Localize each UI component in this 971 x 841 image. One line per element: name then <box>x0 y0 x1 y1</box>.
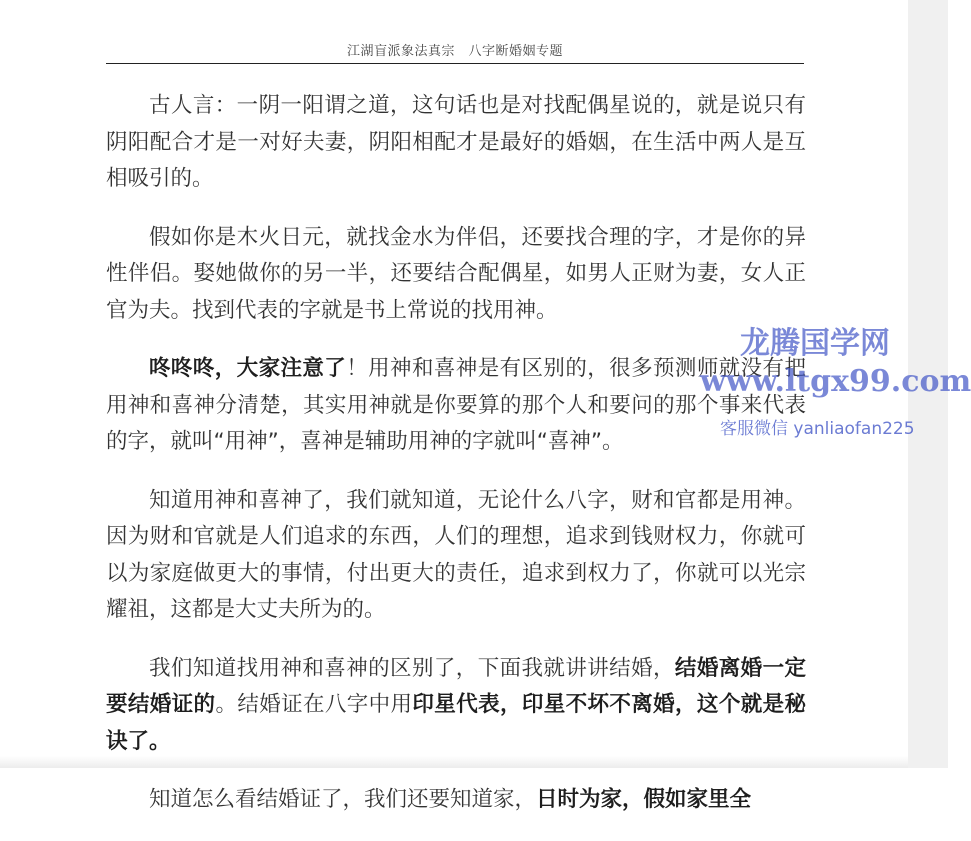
watermark-site-name: 龙腾国学网 <box>740 326 890 361</box>
paragraph <box>106 88 806 198</box>
text-run: 知道怎么看结婚证了，我们还要知道家， <box>149 787 537 812</box>
text-run: 知道用神和喜神了，我们就知道，无论什么八字，财和官都是用神。因为财和官就是人们追求的东西，人们的理想，追求到钱财权力，你就可以为家庭做更大的事情，付出更大的责任，追求到权力了，你就可以光宗耀祖，这都是大丈夫所为的。 <box>106 487 806 622</box>
bold-text-run: 日时为家，假如家里全 <box>536 787 752 812</box>
paragraph <box>106 220 806 330</box>
article-body <box>106 88 806 841</box>
watermark-contact: 客服微信 yanliaofan225 <box>720 419 915 439</box>
text-run: 。结婚证在八字中用 <box>215 692 413 717</box>
header-rule-divider <box>106 63 804 64</box>
text-run: ！用神和喜神是有区别的，很多预测师就没有把用神和喜神分清楚，其实用神就是你要算的那个人和要问的那个事来代表的字，就叫“用神”，喜神是辅助用神的字就叫“喜神”。 <box>106 356 806 454</box>
watermark-url: www.ltgx99.com <box>700 364 971 399</box>
paragraph <box>106 351 806 461</box>
page-bottom-edge <box>0 756 908 768</box>
paragraph <box>106 782 806 819</box>
text-run: 我们知道找用神和喜神的区别了，下面我就讲讲结婚， <box>149 655 675 681</box>
paragraph <box>106 483 806 629</box>
bold-text-run: 结婚离婚一定要结婚证的 <box>106 655 806 717</box>
paragraph <box>106 651 806 761</box>
bold-text-run: 印星代表，印星不坏不离婚，这个就是秘诀了。 <box>106 692 806 754</box>
text-run: 假如你是木火日元，就找金水为伴侣，还要找合理的字，才是你的异性伴侣。娶她做你的另一半，还要结合配偶星，如男人正财为妻，女人正官为夫。找到代表的字就是书上常说的找用神。 <box>106 224 806 323</box>
text-run: 古人言：一阴一阳谓之道，这句话也是对找配偶星说的，就是说只有阴阳配合才是一对好夫妻，阴阳相配才是最好的婚姻，在生活中两人是互相吸引的。 <box>106 93 806 191</box>
running-header-title: 江湖盲派象法真宗 八字断婚姻专题 <box>346 44 563 59</box>
bold-text-run: 咚咚咚，大家注意了 <box>149 356 347 381</box>
scrollbar-gutter[interactable] <box>908 0 948 768</box>
